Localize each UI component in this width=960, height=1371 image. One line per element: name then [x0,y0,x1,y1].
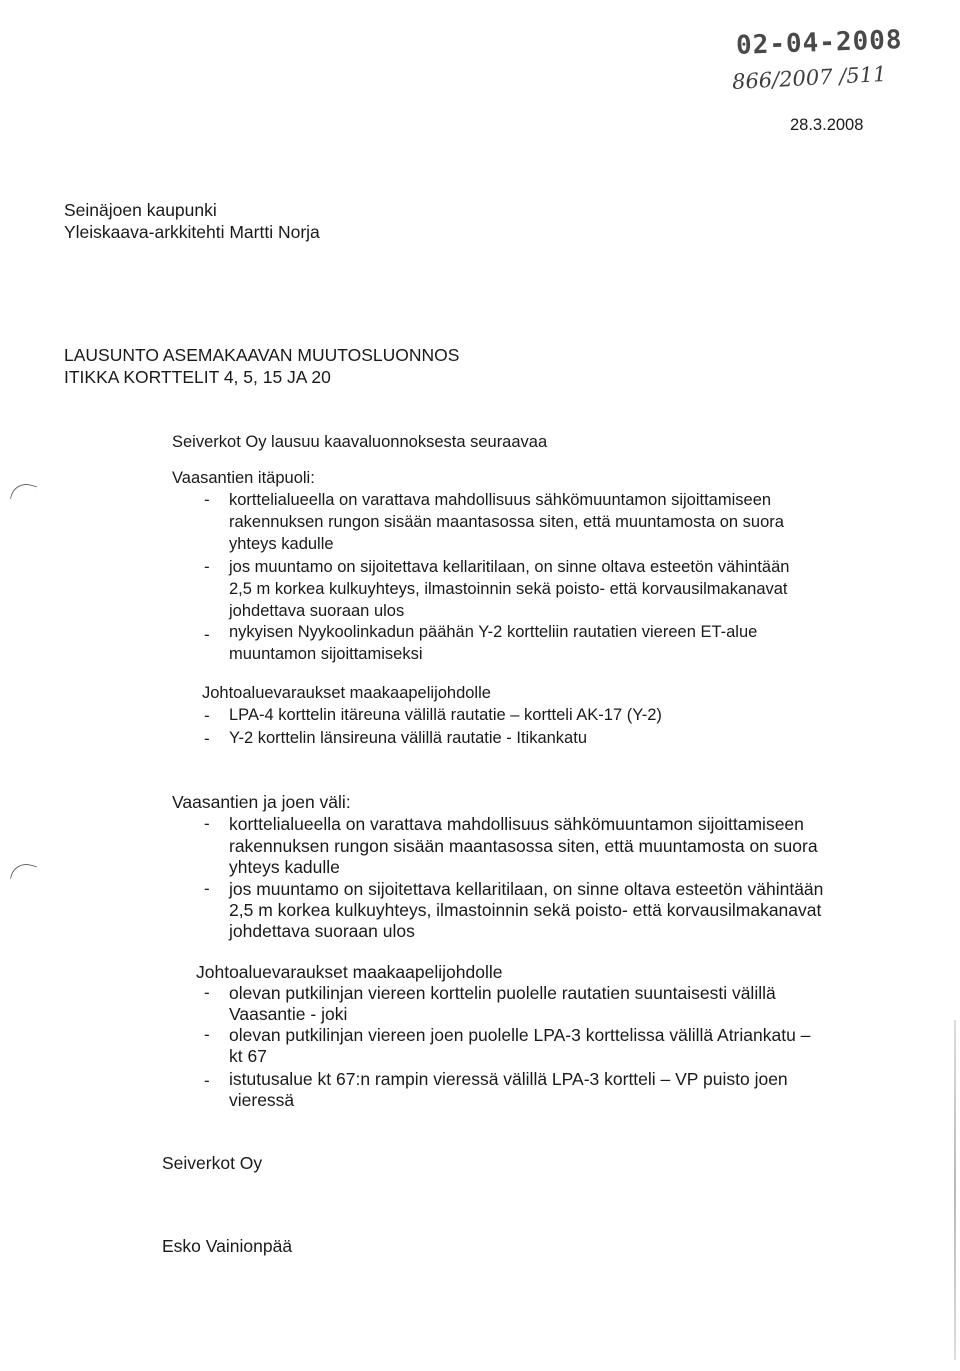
list-bullet: - [204,729,210,748]
list-item-line: rakennuksen rungon sisään maantasossa siten, että muuntamosta on suora [229,836,818,856]
list-item-line: jos muuntamo on sijoitettava kellaritilaan, on sinne oltava esteetön vähintään [229,879,824,899]
list-item-line: muuntamon sijoittamiseksi [229,645,423,663]
list-bullet: - [204,625,210,644]
list-item-line: johdettava suoraan ulos [229,921,415,941]
intro-text: Seiverkot Oy lausuu kaavaluonnoksesta seuraavaa [172,433,548,451]
reservation-item: Y-2 korttelin länsireuna välillä rautatie - Itikankatu [229,729,587,747]
margin-bracket-mark [10,480,37,504]
list-bullet: - [204,1025,210,1044]
list-item-line: 2,5 m korkea kulkuyhteys, ilmastoinnin sekä poisto- että korvausilmakanavat [229,900,822,920]
section-heading-vaasantien-itapuoli: Vaasantien itäpuoli: [172,469,315,487]
reservation-item-line: kt 67 [229,1046,267,1066]
scan-edge-artifact [954,1020,956,1360]
handwritten-reference: 866/2007 /511 [731,61,887,95]
subject-line-2: ITIKKA KORTTELIT 4, 5, 15 JA 20 [64,367,331,387]
received-stamp [728,25,904,98]
reservation-item: LPA-4 korttelin itäreuna välillä rautatie – kortteli AK-17 (Y-2) [229,706,662,724]
list-item-line: nykyisen Nyykoolinkadun päähän Y-2 kortteliin rautatien viereen ET-alue [229,623,758,641]
list-item-line: korttelialueella on varattava mahdollisuus sähkömuuntamon sijoittamiseen [229,491,772,509]
margin-bracket-mark [10,860,37,884]
recipient-organization: Seinäjoen kaupunki [64,200,217,220]
list-item-line: 2,5 m korkea kulkuyhteys, ilmastoinnin sekä poisto- että korvausilmakanavat [229,580,788,598]
list-bullet: - [204,706,210,725]
list-item-line: yhteys kadulle [229,857,340,877]
reservation-item-line: istutusalue kt 67:n rampin vieressä välillä LPA-3 kortteli – VP puisto joen [229,1069,788,1089]
reservation-item-line: olevan putkilinjan viereen joen puolelle LPA-3 korttelissa välillä Atriankatu – [229,1025,811,1045]
recipient-person: Yleiskaava-arkkitehti Martti Norja [64,222,320,242]
list-item-line: yhteys kadulle [229,535,334,553]
reservation-item-line: vieressä [229,1090,295,1110]
list-bullet: - [204,814,210,833]
reservations-heading: Johtoaluevaraukset maakaapelijohdolle [202,684,491,702]
subject-line-1: LAUSUNTO ASEMAKAAVAN MUUTOSLUONNOS [64,345,460,365]
list-bullet: - [204,557,210,576]
section-heading-vaasantien-ja-joen-vali: Vaasantien ja joen väli: [172,792,351,812]
list-item-line: korttelialueella on varattava mahdollisuus sähkömuuntamon sijoittamiseen [229,814,804,834]
list-bullet: - [204,1071,210,1090]
signature-company: Seiverkot Oy [162,1153,263,1173]
list-bullet: - [204,879,210,898]
list-item-line: rakennuksen rungon sisään maantasossa siten, että muuntamosta on suora [229,513,784,531]
letter-date: 28.3.2008 [790,116,864,134]
reservations-heading: Johtoaluevaraukset maakaapelijohdolle [196,962,503,982]
stamp-date: 02-04-2008 [735,25,904,61]
list-item-line: jos muuntamo on sijoitettava kellaritilaan, on sinne oltava esteetön vähintään [229,558,790,576]
list-bullet: - [204,983,210,1002]
list-item-line: johdettava suoraan ulos [229,602,405,620]
reservation-item-line: olevan putkilinjan viereen korttelin puolelle rautatien suuntaisesti välillä [229,983,776,1003]
signature-name: Esko Vainionpää [162,1236,293,1256]
list-bullet: - [204,490,210,509]
reservation-item-line: Vaasantie - joki [229,1004,348,1024]
